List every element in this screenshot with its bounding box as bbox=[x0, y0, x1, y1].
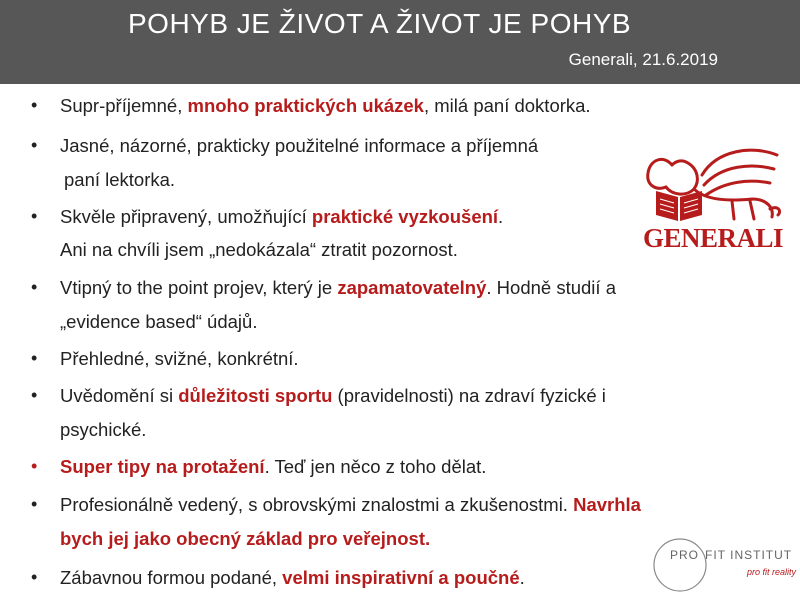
item-text: , milá paní doktorka. bbox=[423, 95, 591, 116]
item-text: . bbox=[498, 206, 504, 227]
bullet-icon: • bbox=[31, 277, 38, 297]
item-text: . Hodně studií a bbox=[486, 277, 616, 298]
profit-institut-logo bbox=[650, 535, 795, 595]
item-text: Vtipný to the point projev, který je bbox=[60, 277, 338, 298]
bullet-icon: • bbox=[31, 348, 38, 368]
profit-logo-pro: PRO bbox=[670, 548, 700, 562]
bullet-icon: • bbox=[31, 95, 38, 115]
item-text: Ani na chvíli jsem „nedokázala“ ztratit pozornost. bbox=[60, 239, 458, 260]
bullet-icon: • bbox=[31, 206, 38, 226]
item-text: Zábavnou formou podané, bbox=[60, 567, 283, 588]
bullet-icon: • bbox=[31, 135, 38, 155]
profit-logo-tagline: pro fit reality bbox=[747, 567, 797, 577]
item-text: „evidence based“ údajů. bbox=[60, 311, 258, 332]
item-highlight: zapamatovatelný bbox=[337, 277, 487, 298]
item-highlight: bych jej jako obecný základ pro veřejnost. bbox=[60, 528, 431, 549]
item-text: . Teď jen něco z toho dělat. bbox=[264, 456, 487, 477]
item-highlight: Super tipy na protažení bbox=[60, 456, 265, 477]
item-text: Supr-příjemné, bbox=[60, 95, 188, 116]
item-highlight: mnoho praktických ukázek bbox=[187, 95, 424, 116]
profit-logo-name: FIT INSTITUT bbox=[705, 548, 793, 562]
item-text: Uvědomění si bbox=[60, 385, 179, 406]
bullet-icon: • bbox=[31, 456, 38, 476]
header-bar bbox=[0, 0, 800, 84]
item-text: . bbox=[519, 567, 525, 588]
item-text: Jasné, názorné, prakticky použitelné informace a příjemná bbox=[60, 135, 539, 156]
item-text: Profesionálně vedený, s obrovskými znalostmi a zkušenostmi. bbox=[60, 494, 574, 515]
bullet-icon: • bbox=[31, 385, 38, 405]
generali-logo bbox=[642, 145, 784, 257]
item-highlight: velmi inspirativní a poučné bbox=[282, 567, 520, 588]
generali-wordmark: GENERALI bbox=[642, 223, 784, 253]
circle-logo-icon bbox=[650, 535, 710, 595]
bullet-icon: • bbox=[31, 494, 38, 514]
page-title: POHYB JE ŽIVOT A ŽIVOT JE POHYB bbox=[128, 8, 632, 39]
item-text: Přehledné, svižné, konkrétní. bbox=[60, 348, 299, 369]
item-text: paní lektorka. bbox=[64, 169, 176, 190]
bullet-icon: • bbox=[31, 567, 38, 587]
item-text: Skvěle připravený, umožňující bbox=[60, 206, 312, 227]
item-text: psychické. bbox=[60, 419, 147, 440]
item-highlight: Navrhla bbox=[573, 494, 641, 515]
page-subtitle: Generali, 21.6.2019 bbox=[568, 50, 718, 69]
item-highlight: praktické vyzkoušení bbox=[311, 206, 499, 227]
item-text: (pravidelnosti) na zdraví fyzické i bbox=[332, 385, 606, 406]
item-highlight: důležitosti sportu bbox=[178, 385, 333, 406]
